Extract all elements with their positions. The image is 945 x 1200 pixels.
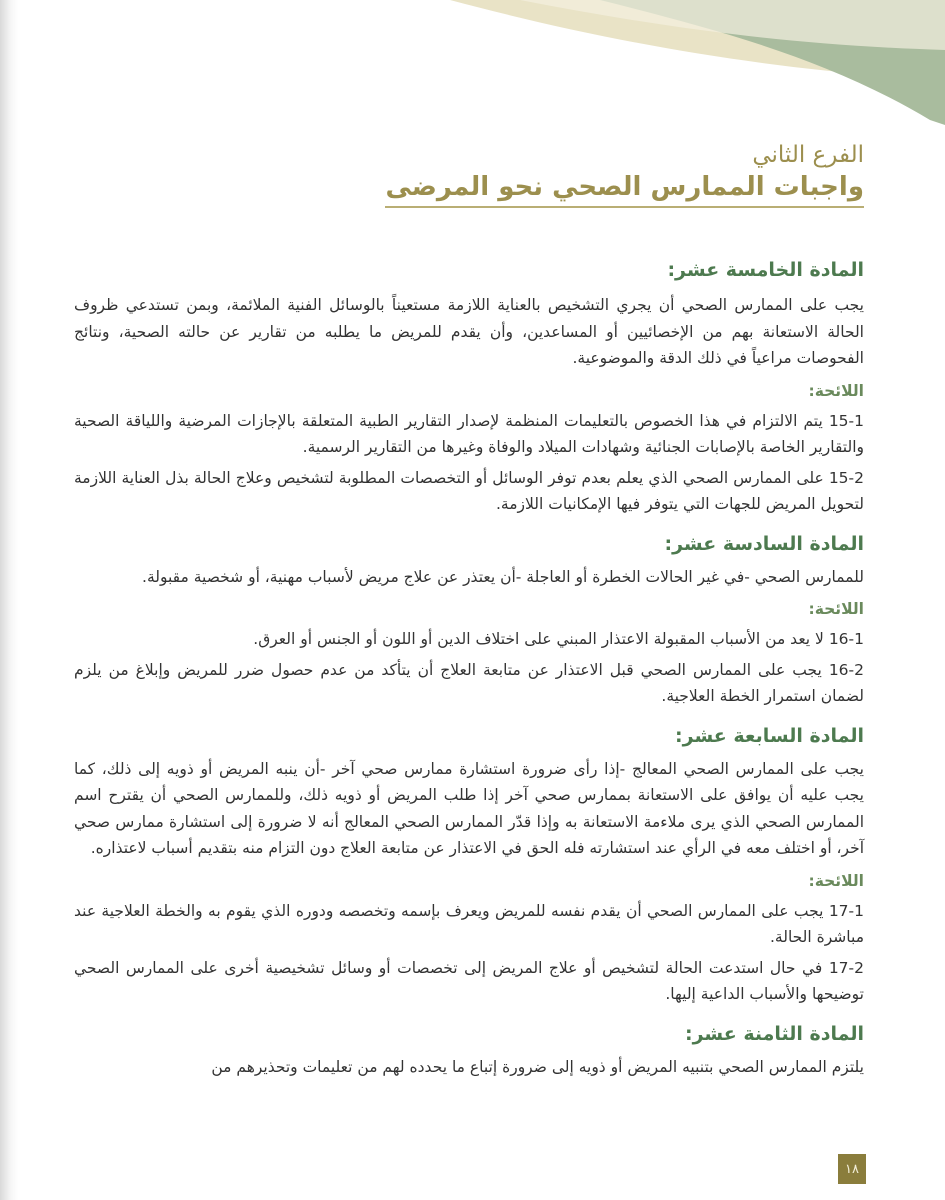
section-title: واجبات الممارس الصحي نحو المرضى	[385, 170, 864, 208]
regulation-17-2: 17-2 في حال استدعت الحالة لتشخيص أو علاج المريض إلى تخصصات أو وسائل تشخيصية أخرى على الممارس الصحي توضيحها والأسباب الداعية إليها.	[74, 958, 864, 1003]
header-decoration	[0, 0, 945, 130]
article-18-text: يلتزم الممارس الصحي بتنبيه المريض أو ذويه إلى ضرورة إتباع ما يحدده لهم من تعليمات وتحذيرهم من	[211, 1057, 864, 1076]
regulation-17-1: 17-1 يجب على الممارس الصحي أن يقدم نفسه للمريض ويعرف بإسمه وتخصصه ودوره الذي يقوم به والخطة العلاجية عند مباشرة الحالة.	[74, 901, 864, 946]
regulation-15-1: 15-1 يتم الالتزام في هذا الخصوص بالتعليمات المنظمة لإصدار التقارير الطبية المتعلقة بالإجازات المرضية واللياقة الصحية والتقارير الخاصة بالإصابات الجنائية وشهادات الميلاد والوفاة وغيرها من التقارير الرسمية.	[74, 411, 864, 456]
article-17-heading: المادة السابعة عشر:	[675, 724, 864, 747]
article-18-heading: المادة الثامنة عشر:	[684, 1022, 864, 1045]
article-15-text: يجب على الممارس الصحي أن يجري التشخيص بالعناية اللازمة مستعيناً بالوسائل الفنية الملائمة، وبمن تستدعي ظروف الحالة الاستعانة بهم من الإخصائيين أو المساعدين، وأن يقدم للمريض ما يطلبه من تقارير عن حالته الصحية، ونتائج الفحوصات مراعياً في ذلك الدقة والموضوعية.	[74, 296, 864, 367]
article-17-regulation-heading: اللائحة:	[808, 871, 864, 890]
article-15-heading: المادة الخامسة عشر:	[667, 259, 864, 281]
page-number: ١٨	[838, 1154, 866, 1184]
page-shadow	[0, 0, 18, 1200]
decorative-light-wave	[520, 0, 945, 50]
article-15-regulation-heading: اللائحة:	[808, 381, 864, 400]
regulation-16-1: 16-1 لا يعد من الأسباب المقبولة الاعتذار المبني على اختلاف الدين أو اللون أو الجنس أو العرق.	[253, 630, 864, 648]
decorative-green-wave	[600, 0, 945, 125]
article-16-heading: المادة السادسة عشر:	[664, 532, 864, 555]
regulation-16-2: 16-2 يجب على الممارس الصحي قبل الاعتذار عن متابعة العلاج أن يتأكد من عدم حصول ضرر للمريض وإبلاغ من يلزم لضمان استمرار الخطة العلاجية.	[74, 660, 864, 705]
article-16-regulation-heading: اللائحة:	[808, 600, 864, 618]
article-16-text: للممارس الصحي -في غير الحالات الخطرة أو العاجلة -أن يعتذر عن علاج مريض لأسباب مهنية، أو شخصية مقبولة.	[142, 567, 864, 586]
decorative-gold-wave	[450, 0, 945, 80]
page-content	[74, 140, 864, 1080]
section-subtitle: الفرع الثاني	[752, 142, 864, 168]
article-17-text: يجب على الممارس الصحي المعالج -إذا رأى ضرورة استشارة ممارس صحي آخر -أن ينبه المريض أو ذويه إلى ذلك، كما يجب عليه أن يوافق على الاستعانة بممارس صحي آخر إذا طلب المريض أو ذويه ذلك، وللممارس الصحي أن يقترح اسم الممارس الصحي الذي يرى ملاءمة الاستعانة به وإذا قدّر الممارس الصحي المعالج أنه لا ضرورة إلى استشارة ممارس صحي آخر، أو اختلف معه في الرأي عند استشارته فله الحق في الاعتذار عن متابعة العلاج دون التزام منه بتقديم أسباب لاعتذاره.	[74, 759, 864, 857]
regulation-15-2: 15-2 على الممارس الصحي الذي يعلم بعدم توفر الوسائل أو التخصصات المطلوبة لتشخيص وعلاج الحالة بذل العناية اللازمة لتحويل المريض للجهات التي يتوفر فيها الإمكانيات اللازمة.	[74, 468, 864, 513]
